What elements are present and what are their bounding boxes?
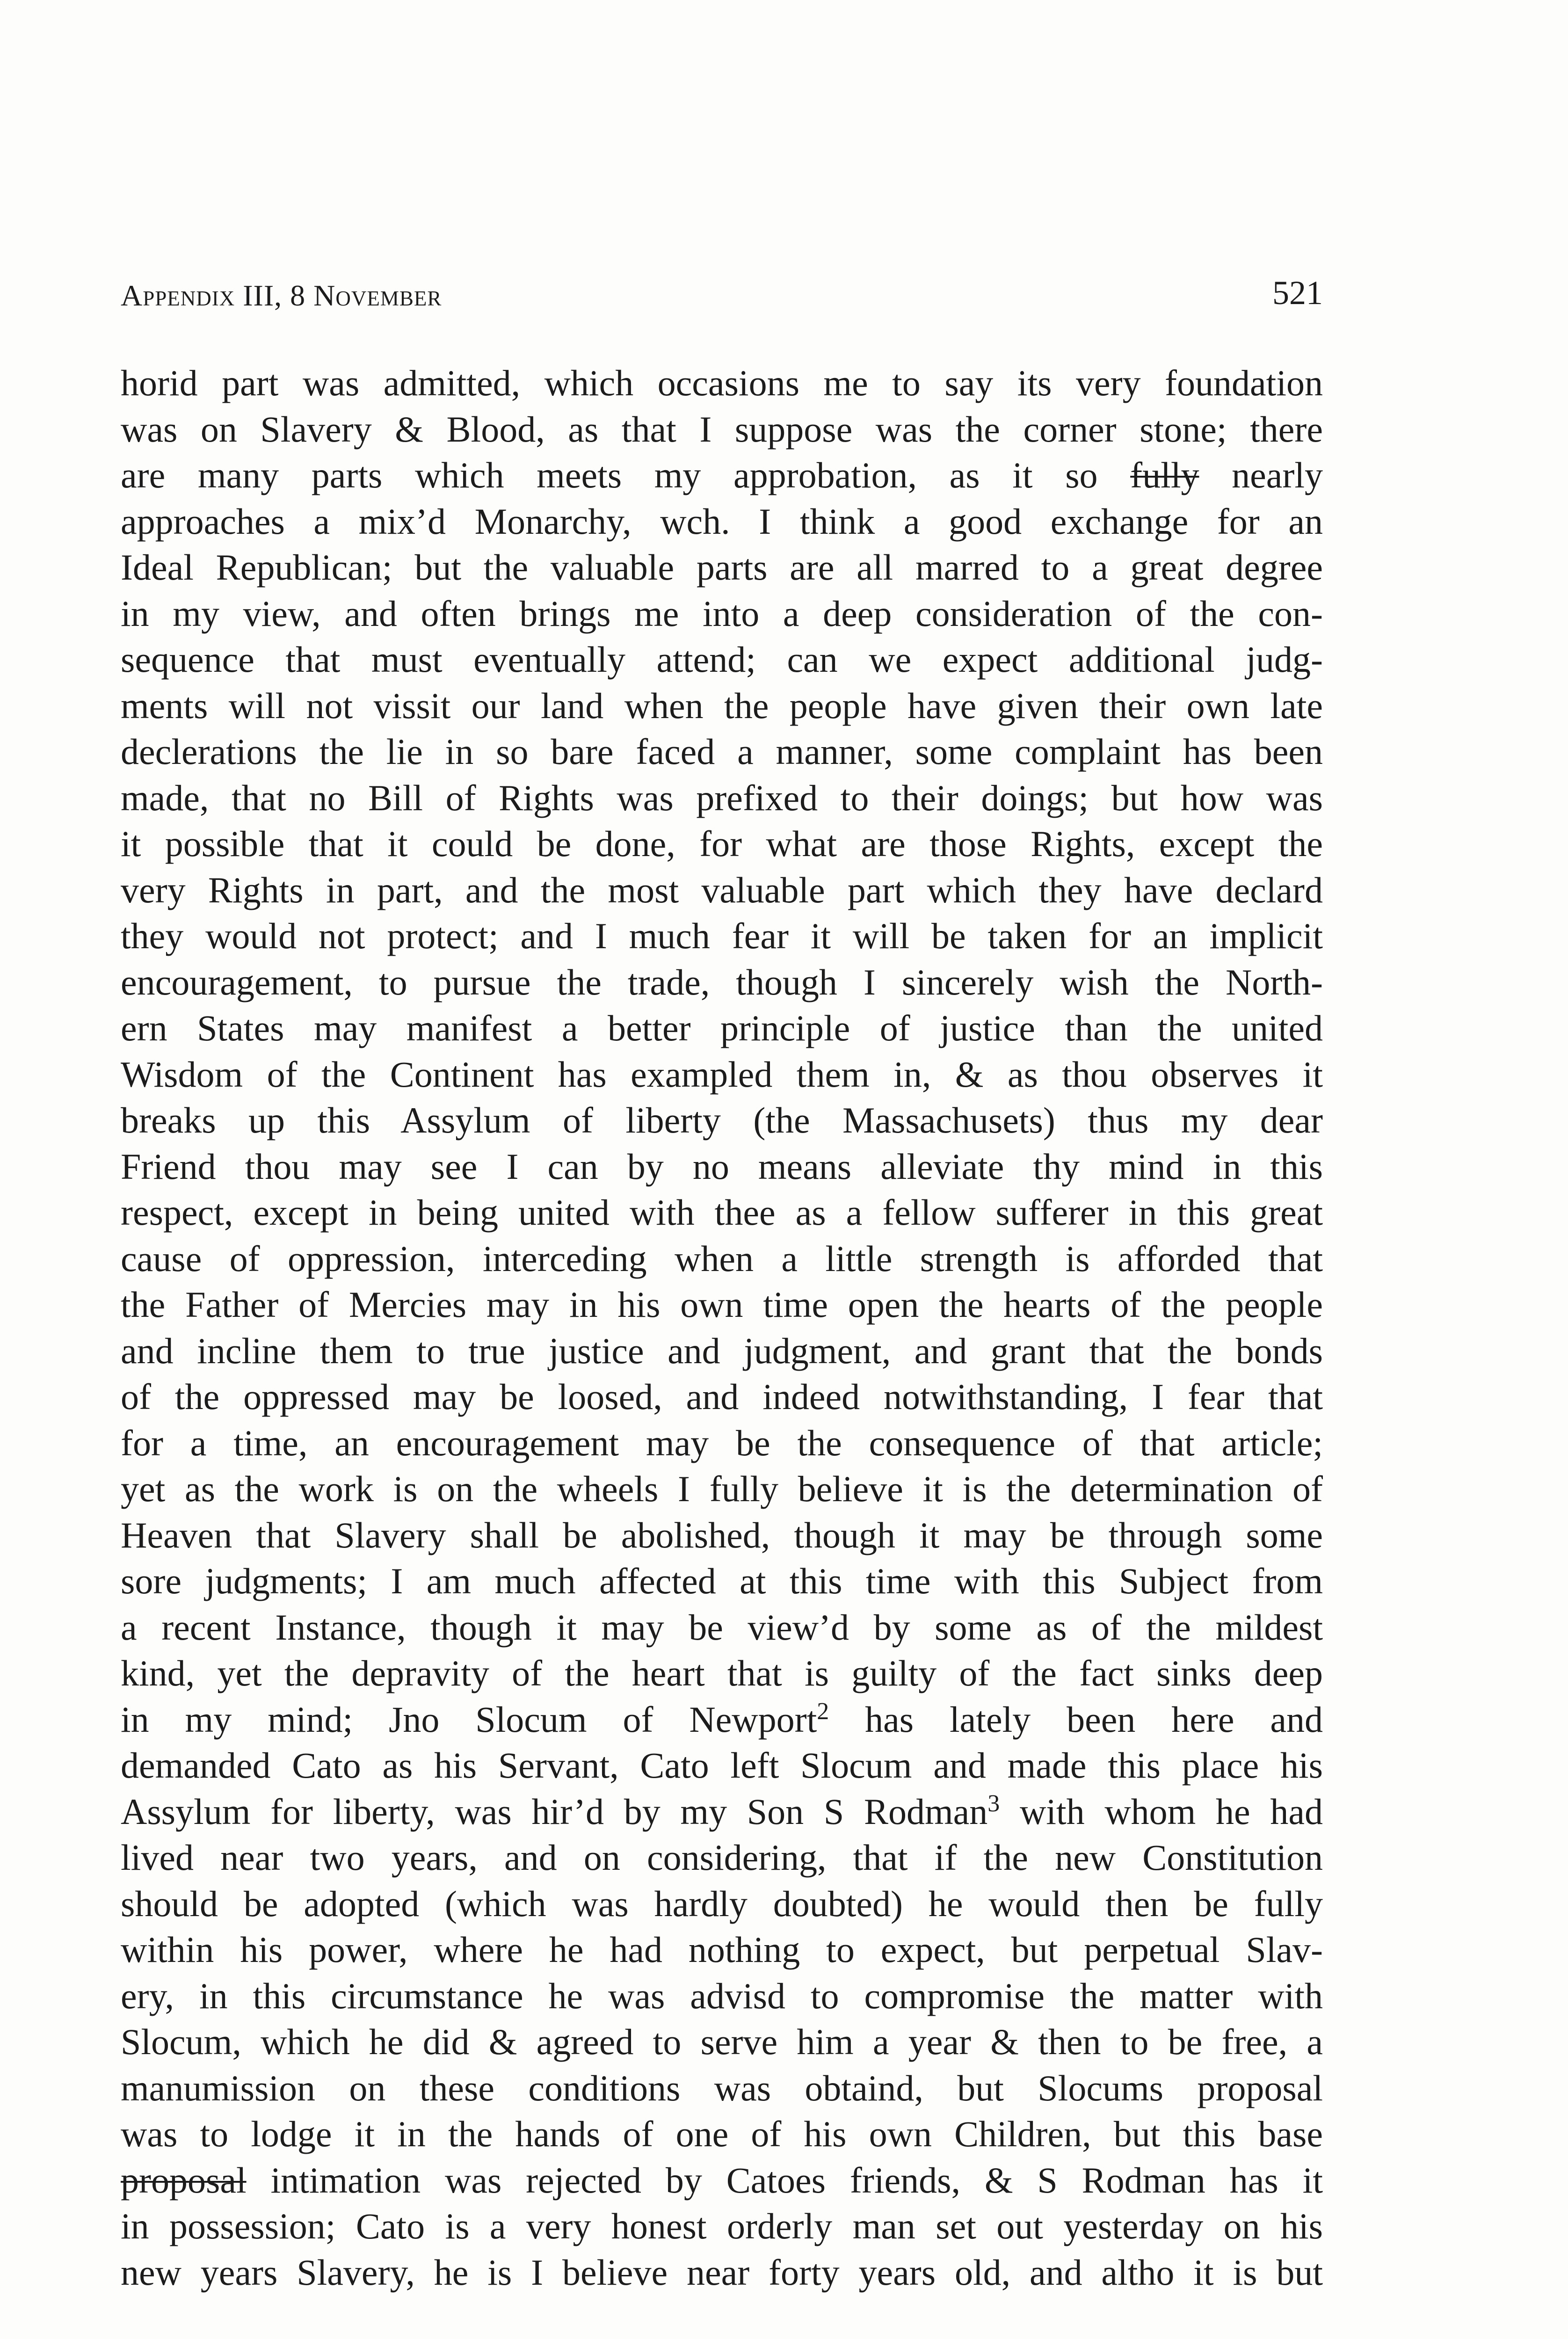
struck-word: fully xyxy=(1130,455,1199,495)
text-line: ery, in this circumstance he was advisd to compromise the matter with xyxy=(121,1975,1323,2016)
text-line: the Father of Mercies may in his own time open the hearts of the people xyxy=(121,1284,1323,1325)
text-line: manumission on these conditions was obtaind, but Slocums proposal xyxy=(121,2067,1323,2108)
text-line: respect, except in being united with thee as a fellow sufferer in this great xyxy=(121,1192,1323,1233)
text-line: declerations the lie in so bare faced a manner, some complaint has been xyxy=(121,731,1323,772)
text-line: lived near two years, and on considering, that if the new Constitution xyxy=(121,1837,1323,1878)
text-line: within his power, where he had nothing to expect, but perpetual Slav- xyxy=(121,1929,1323,1970)
footnote-marker: 3 xyxy=(987,1790,1000,1817)
body-text xyxy=(121,360,1323,2295)
text-line: in my mind; Jno Slocum of Newport$^2$ has lately been here and xyxy=(121,1698,1323,1740)
text-line: approaches a mix’d Monarchy, wch. I think a good exchange for an xyxy=(121,501,1323,542)
text-line: in possession; Cato is a very honest orderly man set out yesterday on his xyxy=(121,2206,1323,2246)
text-line: very Rights in part, and the most valuable part which they have declard xyxy=(121,869,1323,910)
text-line: new years Slavery, he is I believe near forty years old, and altho it is but xyxy=(121,2252,1323,2293)
text-line: proposal intimation was rejected by Catoes friends, & S Rodman has it xyxy=(121,2159,1323,2201)
running-head xyxy=(121,274,1323,316)
running-head-title: Appendix III, 8 November xyxy=(121,279,442,312)
text-line: and incline them to true justice and judgment, and grant that the bonds xyxy=(121,1330,1323,1371)
text-line: was on Slavery & Blood, as that I suppose was the corner stone; there xyxy=(121,408,1323,450)
text-line: ern States may manifest a better principle of justice than the united xyxy=(121,1008,1323,1048)
text-line: a recent Instance, though it may be view’d by some as of the mildest xyxy=(121,1606,1323,1648)
text-line: sequence that must eventually attend; can we expect additional judg- xyxy=(121,639,1323,680)
text-line: Wisdom of the Continent has exampled them in, & as thou observes it xyxy=(121,1053,1323,1095)
text-line: are many parts which meets my approbation, as it so fully nearly xyxy=(121,455,1323,495)
text-line: Ideal Republican; but the valuable parts are all marred to a great degree xyxy=(121,547,1323,588)
text-line: in my view, and often brings me into a deep consideration of the con- xyxy=(121,593,1323,634)
text-line: should be adopted (which was hardly doubted) he would then be fully xyxy=(121,1883,1323,1924)
text-line: yet as the work is on the wheels I fully believe it is the determination of xyxy=(121,1468,1323,1509)
page-number: 521 xyxy=(1272,274,1323,312)
text-line: Friend thou may see I can by no means alleviate thy mind in this xyxy=(121,1146,1323,1187)
struck-word: proposal xyxy=(121,2159,247,2201)
text-line: they would not protect; and I much fear it will be taken for an implicit xyxy=(121,915,1323,956)
text-line: Heaven that Slavery shall be abolished, though it may be through some xyxy=(121,1514,1323,1555)
text-line: made, that no Bill of Rights was prefixed to their doings; but how was xyxy=(121,777,1323,818)
text-line: horid part was admitted, which occasions me to say its very foundation xyxy=(121,363,1323,403)
footnote-marker: 2 xyxy=(817,1698,829,1725)
text-line: breaks up this Assylum of liberty (the Massachusets) thus my dear xyxy=(121,1100,1323,1140)
text-line: ments will not vissit our land when the people have given their own late xyxy=(121,685,1323,726)
text-line: for a time, an encouragement may be the consequence of that article; xyxy=(121,1422,1323,1463)
text-line: Slocum, which he did & agreed to serve him a year & then to be free, a xyxy=(121,2021,1323,2062)
text-line: Assylum for liberty, was hir’d by my Son S Rodman$^3$ with whom he had xyxy=(121,1790,1323,1832)
text-line: sore judgments; I am much affected at this time with this Subject from xyxy=(121,1561,1323,1601)
text-line: cause of oppression, interceding when a little strength is afforded that xyxy=(121,1238,1323,1279)
text-line: was to lodge it in the hands of one of his own Children, but this base xyxy=(121,2114,1323,2154)
text-line: kind, yet the depravity of the heart that is guilty of the fact sinks deep xyxy=(121,1653,1323,1693)
text-line: it possible that it could be done, for what are those Rights, except the xyxy=(121,823,1323,864)
text-line: encouragement, to pursue the trade, though I sincerely wish the North- xyxy=(121,961,1323,1002)
text-line: demanded Cato as his Servant, Cato left Slocum and made this place his xyxy=(121,1745,1323,1786)
text-line: of the oppressed may be loosed, and indeed notwithstanding, I fear that xyxy=(121,1376,1323,1417)
